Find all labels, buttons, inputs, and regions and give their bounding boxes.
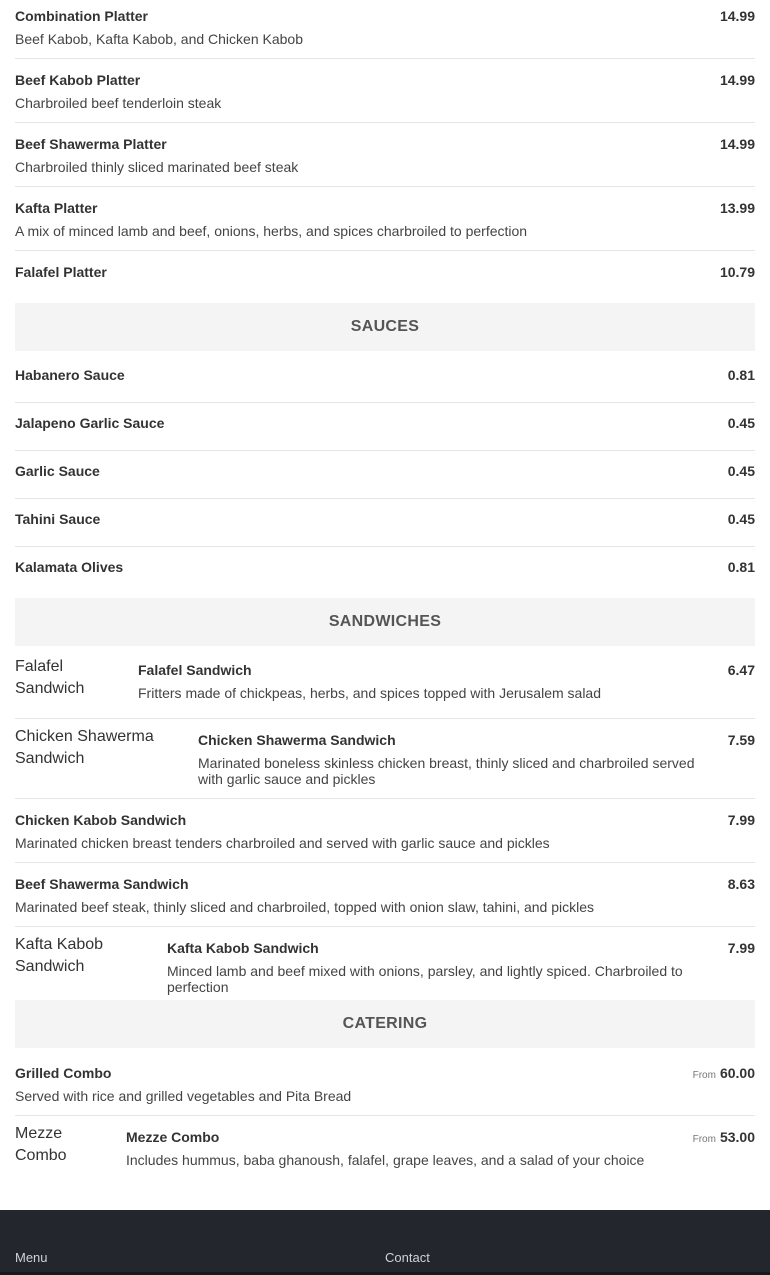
- menu-item[interactable]: [15, 1048, 755, 1116]
- footer-contact-link[interactable]: Contact: [385, 1250, 430, 1265]
- menu-item[interactable]: [15, 646, 755, 719]
- item-description: Marinated chicken breast tenders charbroiled and served with garlic sauce and pickles: [15, 835, 550, 851]
- item-name: Beef Shawerma Platter: [15, 136, 167, 152]
- item-name: Kalamata Olives: [15, 559, 124, 575]
- item-price: 60.00: [719, 1065, 755, 1081]
- item-price: 14.99: [719, 72, 755, 88]
- item-name: Kafta Kabob Sandwich: [167, 940, 319, 956]
- item-name: Grilled Combo: [15, 1065, 112, 1081]
- item-name: Garlic Sauce: [15, 463, 100, 479]
- menu-item[interactable]: [15, 59, 755, 123]
- item-price: 0.45: [727, 511, 755, 527]
- item-name: Beef Kabob Platter: [15, 72, 141, 88]
- item-price: 0.81: [727, 559, 755, 575]
- item-price: 7.99: [727, 940, 755, 956]
- item-name: Mezze Combo: [126, 1129, 220, 1145]
- item-description: Marinated beef steak, thinly sliced and charbroiled, topped with onion slaw, tahini, and pickles: [15, 899, 595, 915]
- item-name: Falafel Platter: [15, 264, 107, 280]
- item-description: Beef Kabob, Kafta Kabob, and Chicken Kabob: [15, 31, 303, 47]
- menu-item[interactable]: [15, 451, 755, 499]
- item-description: A mix of minced lamb and beef, onions, herbs, and spices charbroiled to perfection: [15, 223, 528, 239]
- item-name: Tahini Sauce: [15, 511, 101, 527]
- item-description: Fritters made of chickpeas, herbs, and spices topped with Jerusalem salad: [138, 685, 602, 701]
- item-price: 10.79: [719, 264, 755, 280]
- item-price: 14.99: [719, 136, 755, 152]
- item-price: 14.99: [719, 8, 755, 24]
- item-description: Charbroiled beef tenderloin steak: [15, 95, 222, 111]
- section-header-catering: CATERING: [15, 1000, 755, 1048]
- menu-item[interactable]: [15, 123, 755, 187]
- item-name: Chicken Kabob Sandwich: [15, 812, 187, 828]
- menu-item[interactable]: [15, 0, 755, 59]
- item-price-container: [693, 1129, 755, 1176]
- item-name: Chicken Shawerma Sandwich: [198, 732, 396, 748]
- menu-item[interactable]: [15, 403, 755, 451]
- item-name: Combination Platter: [15, 8, 149, 24]
- section-header-sauces: SAUCES: [15, 303, 755, 351]
- item-description: Charbroiled thinly sliced marinated beef steak: [15, 159, 299, 175]
- item-name: Falafel Sandwich: [138, 662, 252, 678]
- item-price: 0.45: [727, 463, 755, 479]
- site-footer: [0, 1210, 770, 1275]
- menu-item[interactable]: [15, 547, 755, 583]
- menu-item[interactable]: [15, 863, 755, 927]
- mezze-combo-image: Mezze Combo: [15, 1125, 67, 1164]
- menu-item[interactable]: [15, 499, 755, 547]
- item-price: 13.99: [719, 200, 755, 216]
- item-price: 7.59: [727, 732, 755, 748]
- price-from-label: From: [692, 1134, 716, 1145]
- menu-item[interactable]: [15, 799, 755, 863]
- section-header-sandwiches: SANDWICHES: [15, 598, 755, 646]
- item-description: Served with rice and grilled vegetables and Pita Bread: [15, 1088, 352, 1104]
- menu-item[interactable]: [15, 927, 755, 995]
- menu-item[interactable]: [15, 251, 755, 288]
- item-price: 0.45: [727, 415, 755, 431]
- item-name: Beef Shawerma Sandwich: [15, 876, 189, 892]
- item-name: Jalapeno Garlic Sauce: [15, 415, 165, 431]
- item-description: Includes hummus, baba ghanoush, falafel, grape leaves, and a salad of your choice: [126, 1152, 645, 1168]
- item-price: 7.99: [727, 812, 755, 828]
- menu-item[interactable]: [15, 719, 755, 799]
- item-price: 8.63: [727, 876, 755, 892]
- item-name: Kafta Platter: [15, 200, 98, 216]
- item-description: Minced lamb and beef mixed with onions, parsley, and lightly spiced. Charbroiled to perfection: [167, 963, 683, 995]
- kafta-kabob-sandwich-image: Kafta Kabob Sandwich: [15, 936, 104, 975]
- item-price: 53.00: [719, 1129, 755, 1145]
- price-from-label: From: [692, 1070, 716, 1081]
- menu-item[interactable]: [15, 351, 755, 403]
- chicken-shawerma-sandwich-image: Chicken Shawerma Sandwich: [15, 728, 154, 767]
- item-price-container: [693, 1065, 755, 1115]
- menu-item[interactable]: [15, 1116, 755, 1176]
- item-description: Marinated boneless skinless chicken breast, thinly sliced and charbroiled served with garlic sauce and pickles: [198, 755, 695, 787]
- item-price: 0.81: [727, 367, 755, 383]
- menu-item[interactable]: [15, 187, 755, 251]
- falafel-sandwich-image: Falafel Sandwich: [15, 658, 85, 697]
- item-name: Habanero Sauce: [15, 367, 125, 383]
- item-price: 6.47: [727, 662, 755, 678]
- footer-menu-link[interactable]: Menu: [15, 1250, 48, 1265]
